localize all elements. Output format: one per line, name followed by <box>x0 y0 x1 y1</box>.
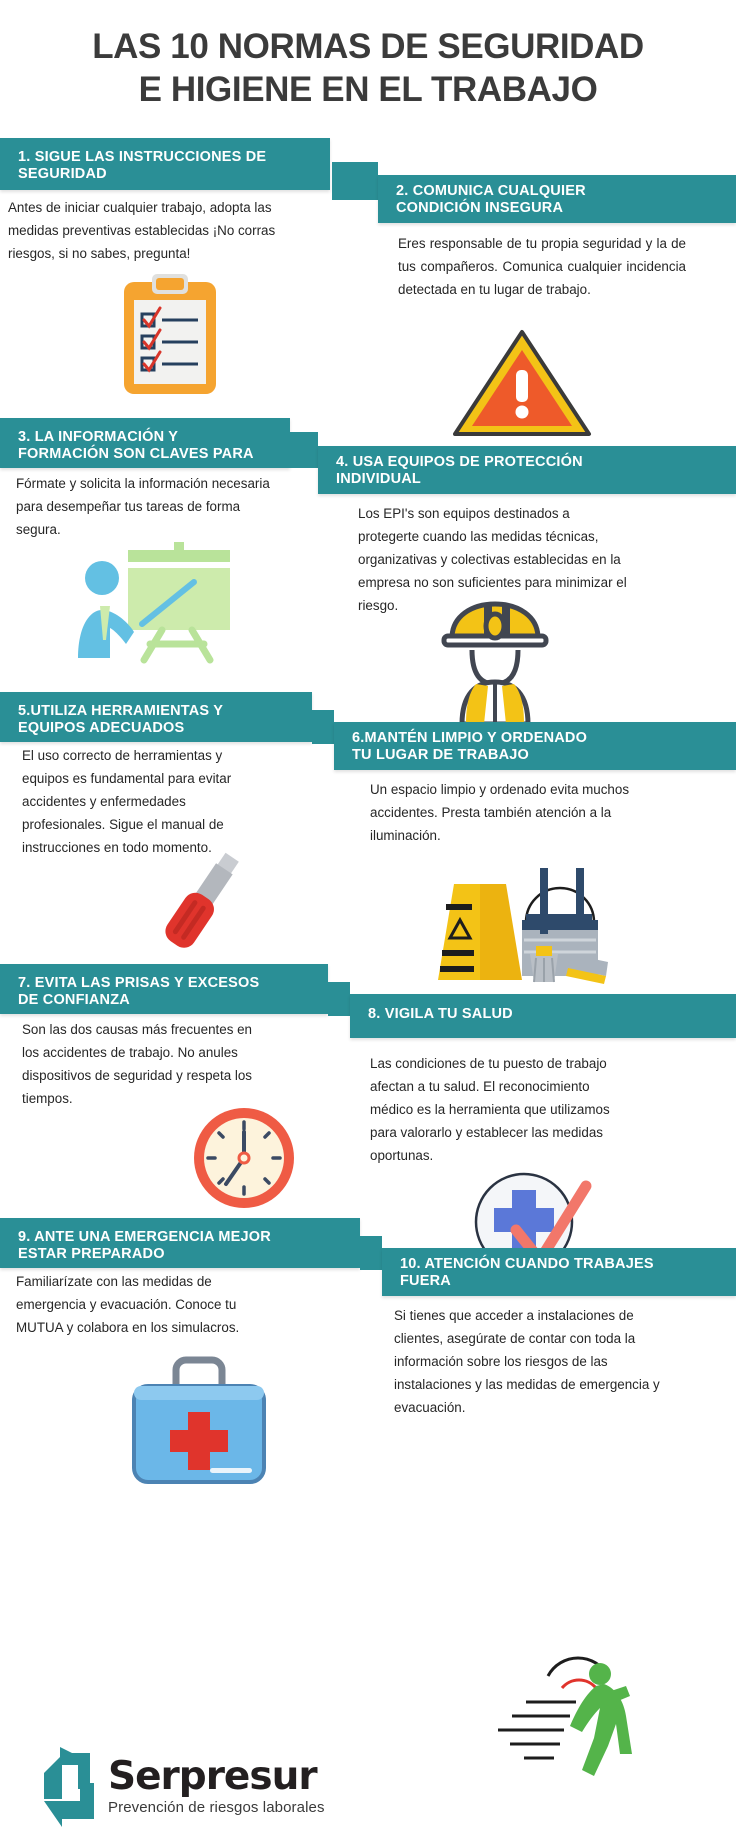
rule-5-heading-line-1: 5.UTILIZA HERRAMIENTAS Y <box>18 703 224 719</box>
rule-3-heading <box>0 418 290 468</box>
clock-icon <box>190 1104 298 1212</box>
rule-10-corner-tab <box>360 1236 382 1270</box>
rule-1-heading <box>0 138 330 190</box>
rule-1-heading-line-1: 1. SIGUE LAS INSTRUCCIONES DE <box>18 149 267 165</box>
trainer-presentation-icon <box>70 540 240 676</box>
rule-4-heading-line-2: INDIVIDUAL <box>336 470 421 487</box>
rule-10-heading-line-2: FUERA <box>400 1272 451 1289</box>
serpresur-arrows-logo <box>40 1743 98 1829</box>
rule-8-body: Las condiciones de tu puesto de trabajo afectan a tu salud. El reconocimiento médico es la herramienta que utilizamos para valorarlo y establecer las medidas oportunas. <box>370 1056 610 1164</box>
rule-9-heading-line-1: 9. ANTE UNA EMERGENCIA MEJOR <box>18 1229 271 1245</box>
warning-triangle-icon <box>452 330 592 438</box>
rule-7-heading-line-2: DE CONFIANZA <box>18 991 130 1008</box>
running-evacuation-icon <box>484 1654 632 1782</box>
worker-helmet-icon <box>432 598 558 728</box>
rule-9-heading-line-2: ESTAR PREPARADO <box>18 1245 165 1262</box>
rule-4-heading-line-1: 4. USA EQUIPOS DE PROTECCIÓN <box>336 454 583 470</box>
rule-6-body: Un espacio limpio y ordenado evita muchos accidentes. Presta también atención a la iluminación. <box>370 782 630 844</box>
rule-1-body: Antes de iniciar cualquier trabajo, adopta las medidas preventivas establecidas ¡No corras riesgos, si no sabes, pregunta! <box>8 200 276 262</box>
rule-4-corner-tab <box>290 432 318 468</box>
title-line-1: LAS 10 NORMAS DE SEGURIDAD <box>92 27 644 66</box>
page-title <box>0 26 736 111</box>
rule-4-body: Los EPI's son equipos destinados a protegerte cuando las medidas técnicas, organizativas y colectivas establecidas en la empresa no son suficientes para minimizar el riesgo. <box>358 506 627 614</box>
rule-2-heading-line-2: CONDICIÓN INSEGURA <box>396 199 564 216</box>
rule-8-heading <box>350 994 736 1038</box>
rule-8-heading-line-1: 8. VIGILA TU SALUD <box>368 1006 513 1022</box>
rule-7-heading-line-1: 7. EVITA LAS PRISAS Y EXCESOS <box>18 975 260 991</box>
rule-5-heading-line-2: EQUIPOS ADECUADOS <box>18 719 185 736</box>
rule-2-heading <box>378 175 736 223</box>
rule-4-heading <box>318 446 736 494</box>
rule-7-heading <box>0 964 328 1014</box>
rule-7-body: Son las dos causas más frecuentes en los accidentes de trabajo. No anules dispositivos de seguridad y respeta los tiempos. <box>22 1022 253 1107</box>
rule-9-heading <box>0 1218 360 1268</box>
rule-3-body: Fórmate y solicita la información necesaria para desempeñar tus tareas de forma segura. <box>16 476 270 538</box>
rule-1-heading-line-2: SEGURIDAD <box>18 165 107 182</box>
rule-9-body: Familiarízate con las medidas de emergencia y evacuación. Conoce tu MUTUA y colabora en los simulacros. <box>16 1274 240 1336</box>
rule-6-corner-tab <box>312 710 334 744</box>
footer-logo <box>40 1743 325 1829</box>
first-aid-kit-icon <box>128 1356 270 1488</box>
rule-5-body: El uso correcto de herramientas y equipos es fundamental para evitar accidentes y enfermedades profesionales. Sigue el manual de instrucciones en todo momento. <box>22 748 232 856</box>
rule-10-heading <box>382 1248 736 1296</box>
rule-3-heading-line-1: 3. LA INFORMACIÓN Y <box>18 429 179 445</box>
brand-name: Serpresur <box>108 1753 317 1799</box>
rule-5-heading <box>0 692 312 742</box>
rule-6-heading-line-1: 6.MANTÉN LIMPIO Y ORDENADO <box>352 730 588 746</box>
brand-tagline: Prevención de riesgos laborales <box>108 1798 325 1816</box>
title-line-2: E HIGIENE EN EL TRABAJO <box>138 69 598 109</box>
rule-2-heading-line-1: 2. COMUNICA CUALQUIER <box>396 183 586 199</box>
mop-bucket-wetfloor-icon <box>418 862 618 986</box>
rule-6-heading <box>334 722 736 770</box>
rule-8-corner-tab <box>328 982 350 1016</box>
rule-2-body: Eres responsable de tu propia seguridad y la de tus compañeros. Comunica cualquier incidencia detectada en tu lugar de trabajo. <box>398 236 686 298</box>
rule-10-body: Si tienes que acceder a instalaciones de clientes, asegúrate de contar con toda la información sobre los riesgos de las instalaciones y las medidas de emergencia y evacuación. <box>394 1308 660 1416</box>
clipboard-checklist-icon <box>120 274 220 398</box>
rule-3-heading-line-2: FORMACIÓN SON CLAVES PARA <box>18 445 254 462</box>
rule-10-heading-line-1: 10. ATENCIÓN CUANDO TRABAJES <box>400 1256 654 1272</box>
screwdriver-icon <box>142 846 262 958</box>
rule-2-corner-tab <box>332 162 378 200</box>
rule-6-heading-line-2: TU LUGAR DE TRABAJO <box>352 746 529 763</box>
